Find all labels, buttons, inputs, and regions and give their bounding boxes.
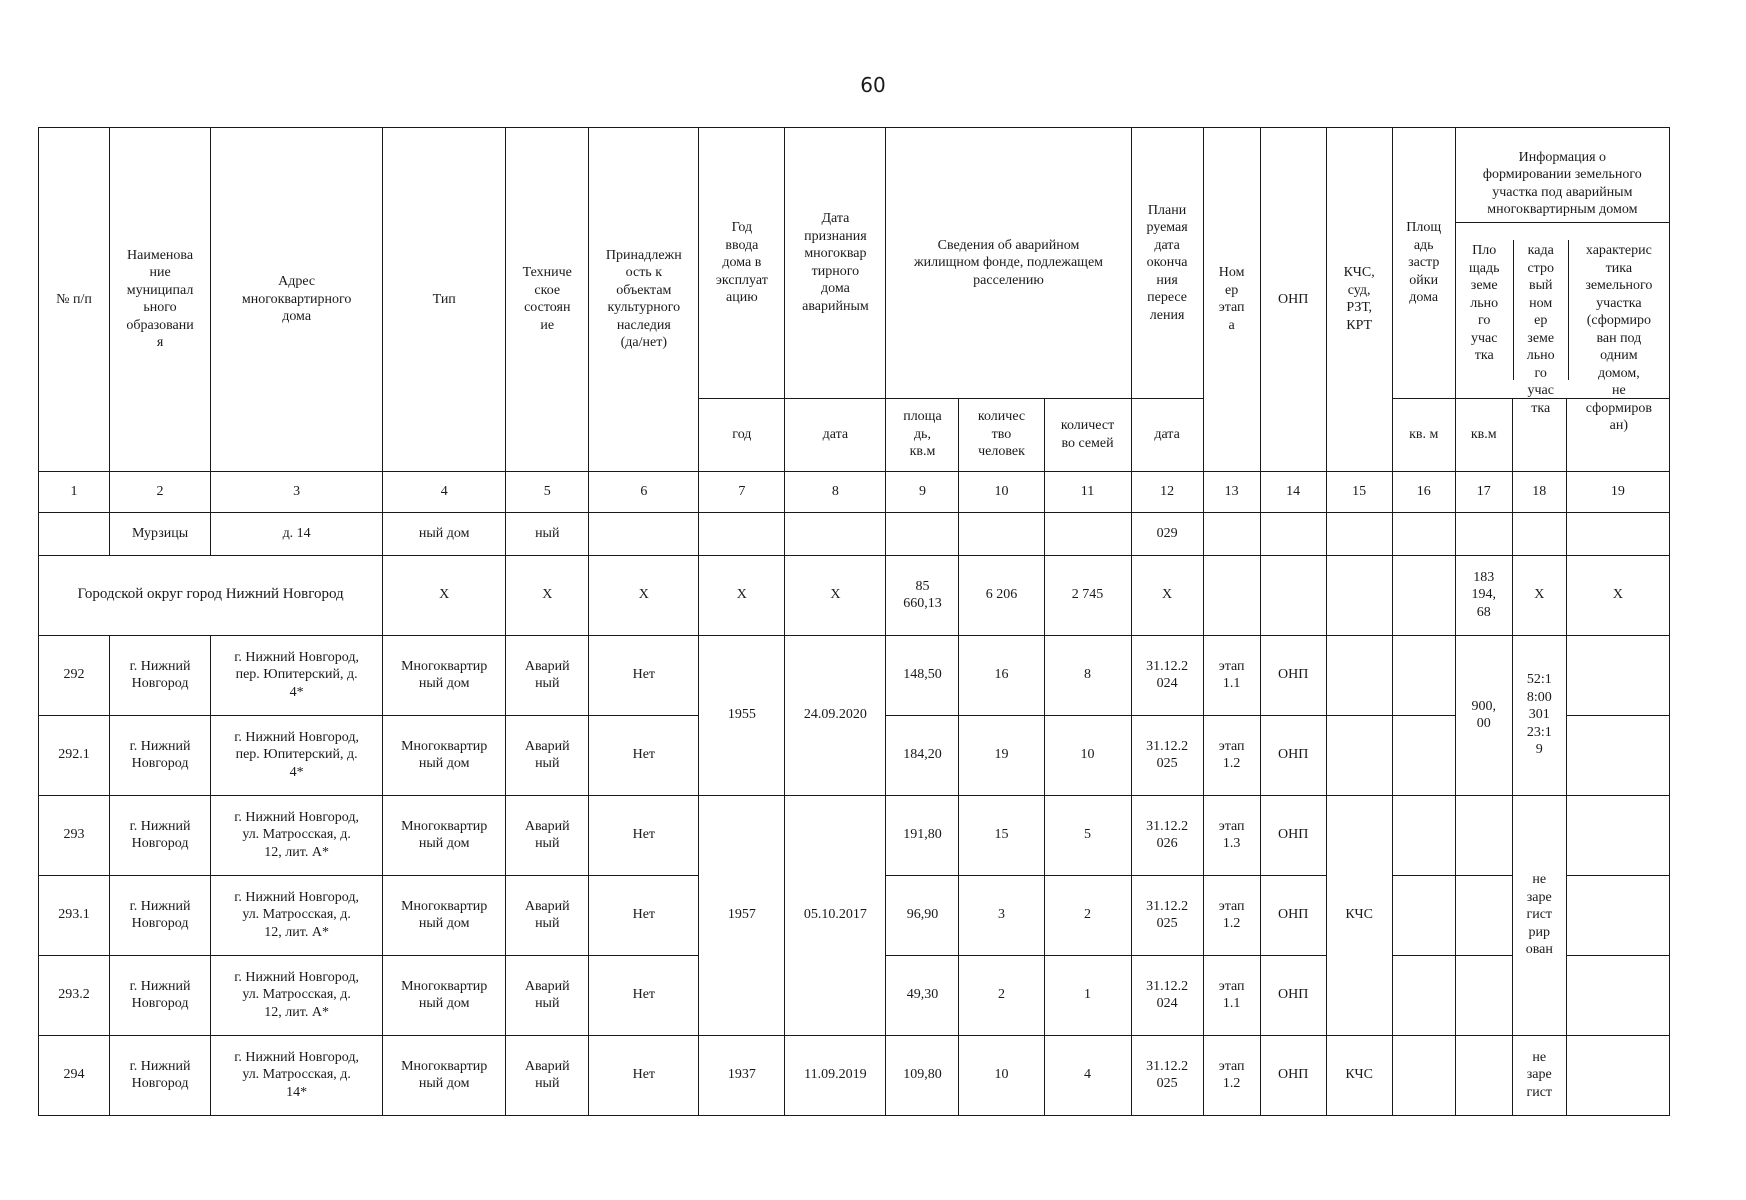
header-year: Год ввода дома в эксплуат ацию (699, 128, 785, 399)
row-condition: Аварий ный (506, 795, 589, 875)
row-stage: этап 1.2 (1203, 1035, 1260, 1115)
header-type: Тип (383, 128, 506, 472)
row-families: 1 (1044, 955, 1131, 1035)
summary-condition: X (506, 555, 589, 635)
group-recognition-date: 24.09.2020 (785, 635, 886, 795)
header-address: Адрес многоквартирного дома (211, 128, 383, 472)
header-kchs: КЧС, суд, РЗТ, КРТ (1326, 128, 1392, 472)
group-recognition-date: 05.10.2017 (785, 795, 886, 1035)
header-land-area: Пло щадь земе льно го учас тка (1456, 240, 1514, 380)
col-number: 16 (1392, 471, 1455, 512)
header-building-area: Площ адь застр ойки дома (1392, 128, 1455, 399)
row-number: 293 (39, 795, 110, 875)
frag-condition: ный (506, 512, 589, 555)
summary-heritage: X (589, 555, 699, 635)
row-onp: ОНП (1260, 795, 1326, 875)
row-people: 19 (959, 715, 1044, 795)
group-land-area: 900, 00 (1455, 635, 1512, 795)
frag-empty (1455, 512, 1512, 555)
row-land-area-empty (1455, 1035, 1512, 1115)
frag-empty (39, 512, 110, 555)
row-address: г. Нижний Новгород, ул. Матросская, д. 12, лит. А* (211, 875, 383, 955)
row-people: 10 (959, 1035, 1044, 1115)
row-building-area-empty (1392, 715, 1455, 795)
group-cadastral: не заре гист (1512, 1035, 1566, 1115)
col-number: 17 (1455, 471, 1512, 512)
row-address: г. Нижний Новгород, ул. Матросская, д. 12, лит. А* (211, 795, 383, 875)
row-area: 49,30 (886, 955, 959, 1035)
frag-empty (589, 512, 699, 555)
row-heritage: Нет (589, 635, 699, 715)
header-land-info (1455, 128, 1669, 433)
row-stage: этап 1.1 (1203, 955, 1260, 1035)
row-people: 3 (959, 875, 1044, 955)
col-number: 19 (1566, 471, 1669, 512)
row-number: 293.2 (39, 955, 110, 1035)
row-building-area-empty (1392, 1035, 1455, 1115)
row-families: 8 (1044, 635, 1131, 715)
frag-empty (1260, 512, 1326, 555)
row-land-area-empty (1455, 795, 1512, 875)
row-people: 15 (959, 795, 1044, 875)
col-number: 7 (699, 471, 785, 512)
header-planned-date: Плани руемая дата оконча ния пересе ления (1131, 128, 1203, 399)
col-number: 10 (959, 471, 1044, 512)
summary-date: X (785, 555, 886, 635)
row-type: Многоквартир ный дом (383, 875, 506, 955)
col-number: 11 (1044, 471, 1131, 512)
row-address: г. Нижний Новгород, пер. Юпитерский, д. 4* (211, 635, 383, 715)
summary-empty (1203, 555, 1260, 635)
col-number: 9 (886, 471, 959, 512)
frag-empty (699, 512, 785, 555)
header-land-character: характерис тика земельного участка (сформиро ван под одним домом, не сформиров ан) (1585, 243, 1653, 433)
header-land-info-title: Информация о формировании земельного участка под аварийным многоквартирным домом (1456, 146, 1669, 223)
unit-area: площа дь, кв.м (886, 398, 959, 471)
unit-date: дата (785, 398, 886, 471)
col-number: 14 (1260, 471, 1326, 512)
header-condition: Техниче ское состоян ие (506, 128, 589, 472)
row-land-character-empty (1566, 955, 1669, 1035)
row-heritage: Нет (589, 1035, 699, 1115)
unit-planned-date: дата (1131, 398, 1203, 471)
row-address: г. Нижний Новгород, ул. Матросская, д. 14* (211, 1035, 383, 1115)
row-type: Многоквартир ный дом (383, 955, 506, 1035)
row-number: 293.1 (39, 875, 110, 955)
frag-address: д. 14 (211, 512, 383, 555)
row-condition: Аварий ный (506, 875, 589, 955)
row-kchs-empty (1326, 715, 1392, 795)
row-building-area-empty (1392, 635, 1455, 715)
row-families: 2 (1044, 875, 1131, 955)
row-land-character-empty (1566, 635, 1669, 715)
group-cadastral: не заре гист рир ован (1512, 795, 1566, 1035)
summary-empty (1392, 555, 1455, 635)
row-municipality: г. Нижний Новгород (110, 955, 211, 1035)
col-number: 4 (383, 471, 506, 512)
summary-label: Городской округ город Нижний Новгород (39, 555, 383, 635)
frag-municipality: Мурзицы (110, 512, 211, 555)
row-condition: Аварий ный (506, 715, 589, 795)
row-municipality: г. Нижний Новгород (110, 635, 211, 715)
row-number: 292.1 (39, 715, 110, 795)
row-heritage: Нет (589, 715, 699, 795)
row-heritage: Нет (589, 955, 699, 1035)
frag-empty (1392, 512, 1455, 555)
frag-empty (1512, 512, 1566, 555)
row-condition: Аварий ный (506, 955, 589, 1035)
column-number-row (39, 471, 1670, 512)
row-area: 191,80 (886, 795, 959, 875)
row-onp: ОНП (1260, 955, 1326, 1035)
row-land-character-empty (1566, 875, 1669, 955)
header-heritage: Принадлежн ость к объектам культурного наследия (да/нет) (589, 128, 699, 472)
summary-cadastral: X (1512, 555, 1566, 635)
summary-land-area: 183 194, 68 (1455, 555, 1512, 635)
header-stage: Ном ер этап а (1203, 128, 1260, 472)
summary-planned-date: X (1131, 555, 1203, 635)
col-number: 5 (506, 471, 589, 512)
row-onp: ОНП (1260, 715, 1326, 795)
continued-fragment-row (39, 512, 1670, 555)
row-stage: этап 1.2 (1203, 715, 1260, 795)
col-number: 15 (1326, 471, 1392, 512)
row-heritage: Нет (589, 795, 699, 875)
row-area: 96,90 (886, 875, 959, 955)
row-people: 2 (959, 955, 1044, 1035)
row-onp: ОНП (1260, 1035, 1326, 1115)
unit-people: количес тво человек (959, 398, 1044, 471)
summary-type: X (383, 555, 506, 635)
table-row (39, 1035, 1670, 1115)
row-municipality: г. Нижний Новгород (110, 795, 211, 875)
frag-empty (1326, 512, 1392, 555)
summary-area: 85 660,13 (886, 555, 959, 635)
row-people: 16 (959, 635, 1044, 715)
row-stage: этап 1.3 (1203, 795, 1260, 875)
row-condition: Аварий ный (506, 635, 589, 715)
row-planned-date: 31.12.2 025 (1131, 875, 1203, 955)
emergency-housing-table (38, 127, 1670, 1116)
group-year: 1937 (699, 1035, 785, 1115)
frag-planned-date: 029 (1131, 512, 1203, 555)
row-kchs-empty (1326, 635, 1392, 715)
header-row (39, 128, 1670, 399)
col-number: 8 (785, 471, 886, 512)
row-building-area-empty (1392, 795, 1455, 875)
header-recognition-date: Дата признания многоквар тирного дома аварийным (785, 128, 886, 399)
group-cadastral: 52:1 8:00 301 23:1 9 (1512, 635, 1566, 795)
frag-empty (1566, 512, 1669, 555)
col-number: 2 (110, 471, 211, 512)
col-number: 13 (1203, 471, 1260, 512)
frag-empty (959, 512, 1044, 555)
row-building-area-empty (1392, 955, 1455, 1035)
row-type: Многоквартир ный дом (383, 1035, 506, 1115)
col-number: 6 (589, 471, 699, 512)
row-type: Многоквартир ный дом (383, 715, 506, 795)
summary-row (39, 555, 1670, 635)
header-onp: ОНП (1260, 128, 1326, 472)
summary-people: 6 206 (959, 555, 1044, 635)
row-stage: этап 1.2 (1203, 875, 1260, 955)
unit-land-area: кв.м (1455, 398, 1512, 471)
row-municipality: г. Нижний Новгород (110, 875, 211, 955)
group-kchs: КЧС (1326, 795, 1392, 1035)
col-number: 3 (211, 471, 383, 512)
row-planned-date: 31.12.2 026 (1131, 795, 1203, 875)
frag-empty (785, 512, 886, 555)
row-address: г. Нижний Новгород, ул. Матросская, д. 12, лит. А* (211, 955, 383, 1035)
summary-empty (1326, 555, 1392, 635)
row-area: 148,50 (886, 635, 959, 715)
unit-families: количест во семей (1044, 398, 1131, 471)
summary-land-character: X (1566, 555, 1669, 635)
row-number: 294 (39, 1035, 110, 1115)
frag-empty (1203, 512, 1260, 555)
frag-type: ный дом (383, 512, 506, 555)
row-heritage: Нет (589, 875, 699, 955)
header-housing-info: Сведения об аварийном жилищном фонде, подлежащем расселению (886, 128, 1131, 399)
row-land-character-empty (1566, 795, 1669, 875)
row-number: 292 (39, 635, 110, 715)
row-families: 4 (1044, 1035, 1131, 1115)
col-number: 1 (39, 471, 110, 512)
table-row (39, 635, 1670, 715)
row-planned-date: 31.12.2 025 (1131, 1035, 1203, 1115)
group-kchs: КЧС (1326, 1035, 1392, 1115)
table-row (39, 795, 1670, 875)
row-land-area-empty (1455, 955, 1512, 1035)
header-cadastral: када стро вый ном ер земе льно го учас тка (1514, 240, 1569, 380)
row-land-character-empty (1566, 715, 1669, 795)
row-municipality: г. Нижний Новгород (110, 715, 211, 795)
unit-building-area: кв. м (1392, 398, 1455, 471)
row-type: Многоквартир ный дом (383, 795, 506, 875)
row-land-character-empty (1566, 1035, 1669, 1115)
row-municipality: г. Нижний Новгород (110, 1035, 211, 1115)
header-municipality: Наименова ние муниципал ьного образовани я (110, 128, 211, 472)
col-number: 12 (1131, 471, 1203, 512)
row-families: 5 (1044, 795, 1131, 875)
header-land-subcols (1456, 240, 1669, 433)
row-onp: ОНП (1260, 875, 1326, 955)
frag-empty (1044, 512, 1131, 555)
row-building-area-empty (1392, 875, 1455, 955)
row-planned-date: 31.12.2 024 (1131, 955, 1203, 1035)
col-number: 18 (1512, 471, 1566, 512)
row-onp: ОНП (1260, 635, 1326, 715)
row-area: 184,20 (886, 715, 959, 795)
summary-empty (1260, 555, 1326, 635)
row-address: г. Нижний Новгород, пер. Юпитерский, д. 4* (211, 715, 383, 795)
summary-families: 2 745 (1044, 555, 1131, 635)
group-year: 1957 (699, 795, 785, 1035)
row-condition: Аварий ный (506, 1035, 589, 1115)
group-year: 1955 (699, 635, 785, 795)
header-number: № п/п (39, 128, 110, 472)
row-planned-date: 31.12.2 024 (1131, 635, 1203, 715)
row-stage: этап 1.1 (1203, 635, 1260, 715)
frag-empty (886, 512, 959, 555)
row-type: Многоквартир ный дом (383, 635, 506, 715)
summary-year: X (699, 555, 785, 635)
page-number: 60 (860, 73, 886, 97)
row-families: 10 (1044, 715, 1131, 795)
group-recognition-date: 11.09.2019 (785, 1035, 886, 1115)
row-area: 109,80 (886, 1035, 959, 1115)
row-planned-date: 31.12.2 025 (1131, 715, 1203, 795)
row-land-area-empty (1455, 875, 1512, 955)
unit-year: год (699, 398, 785, 471)
